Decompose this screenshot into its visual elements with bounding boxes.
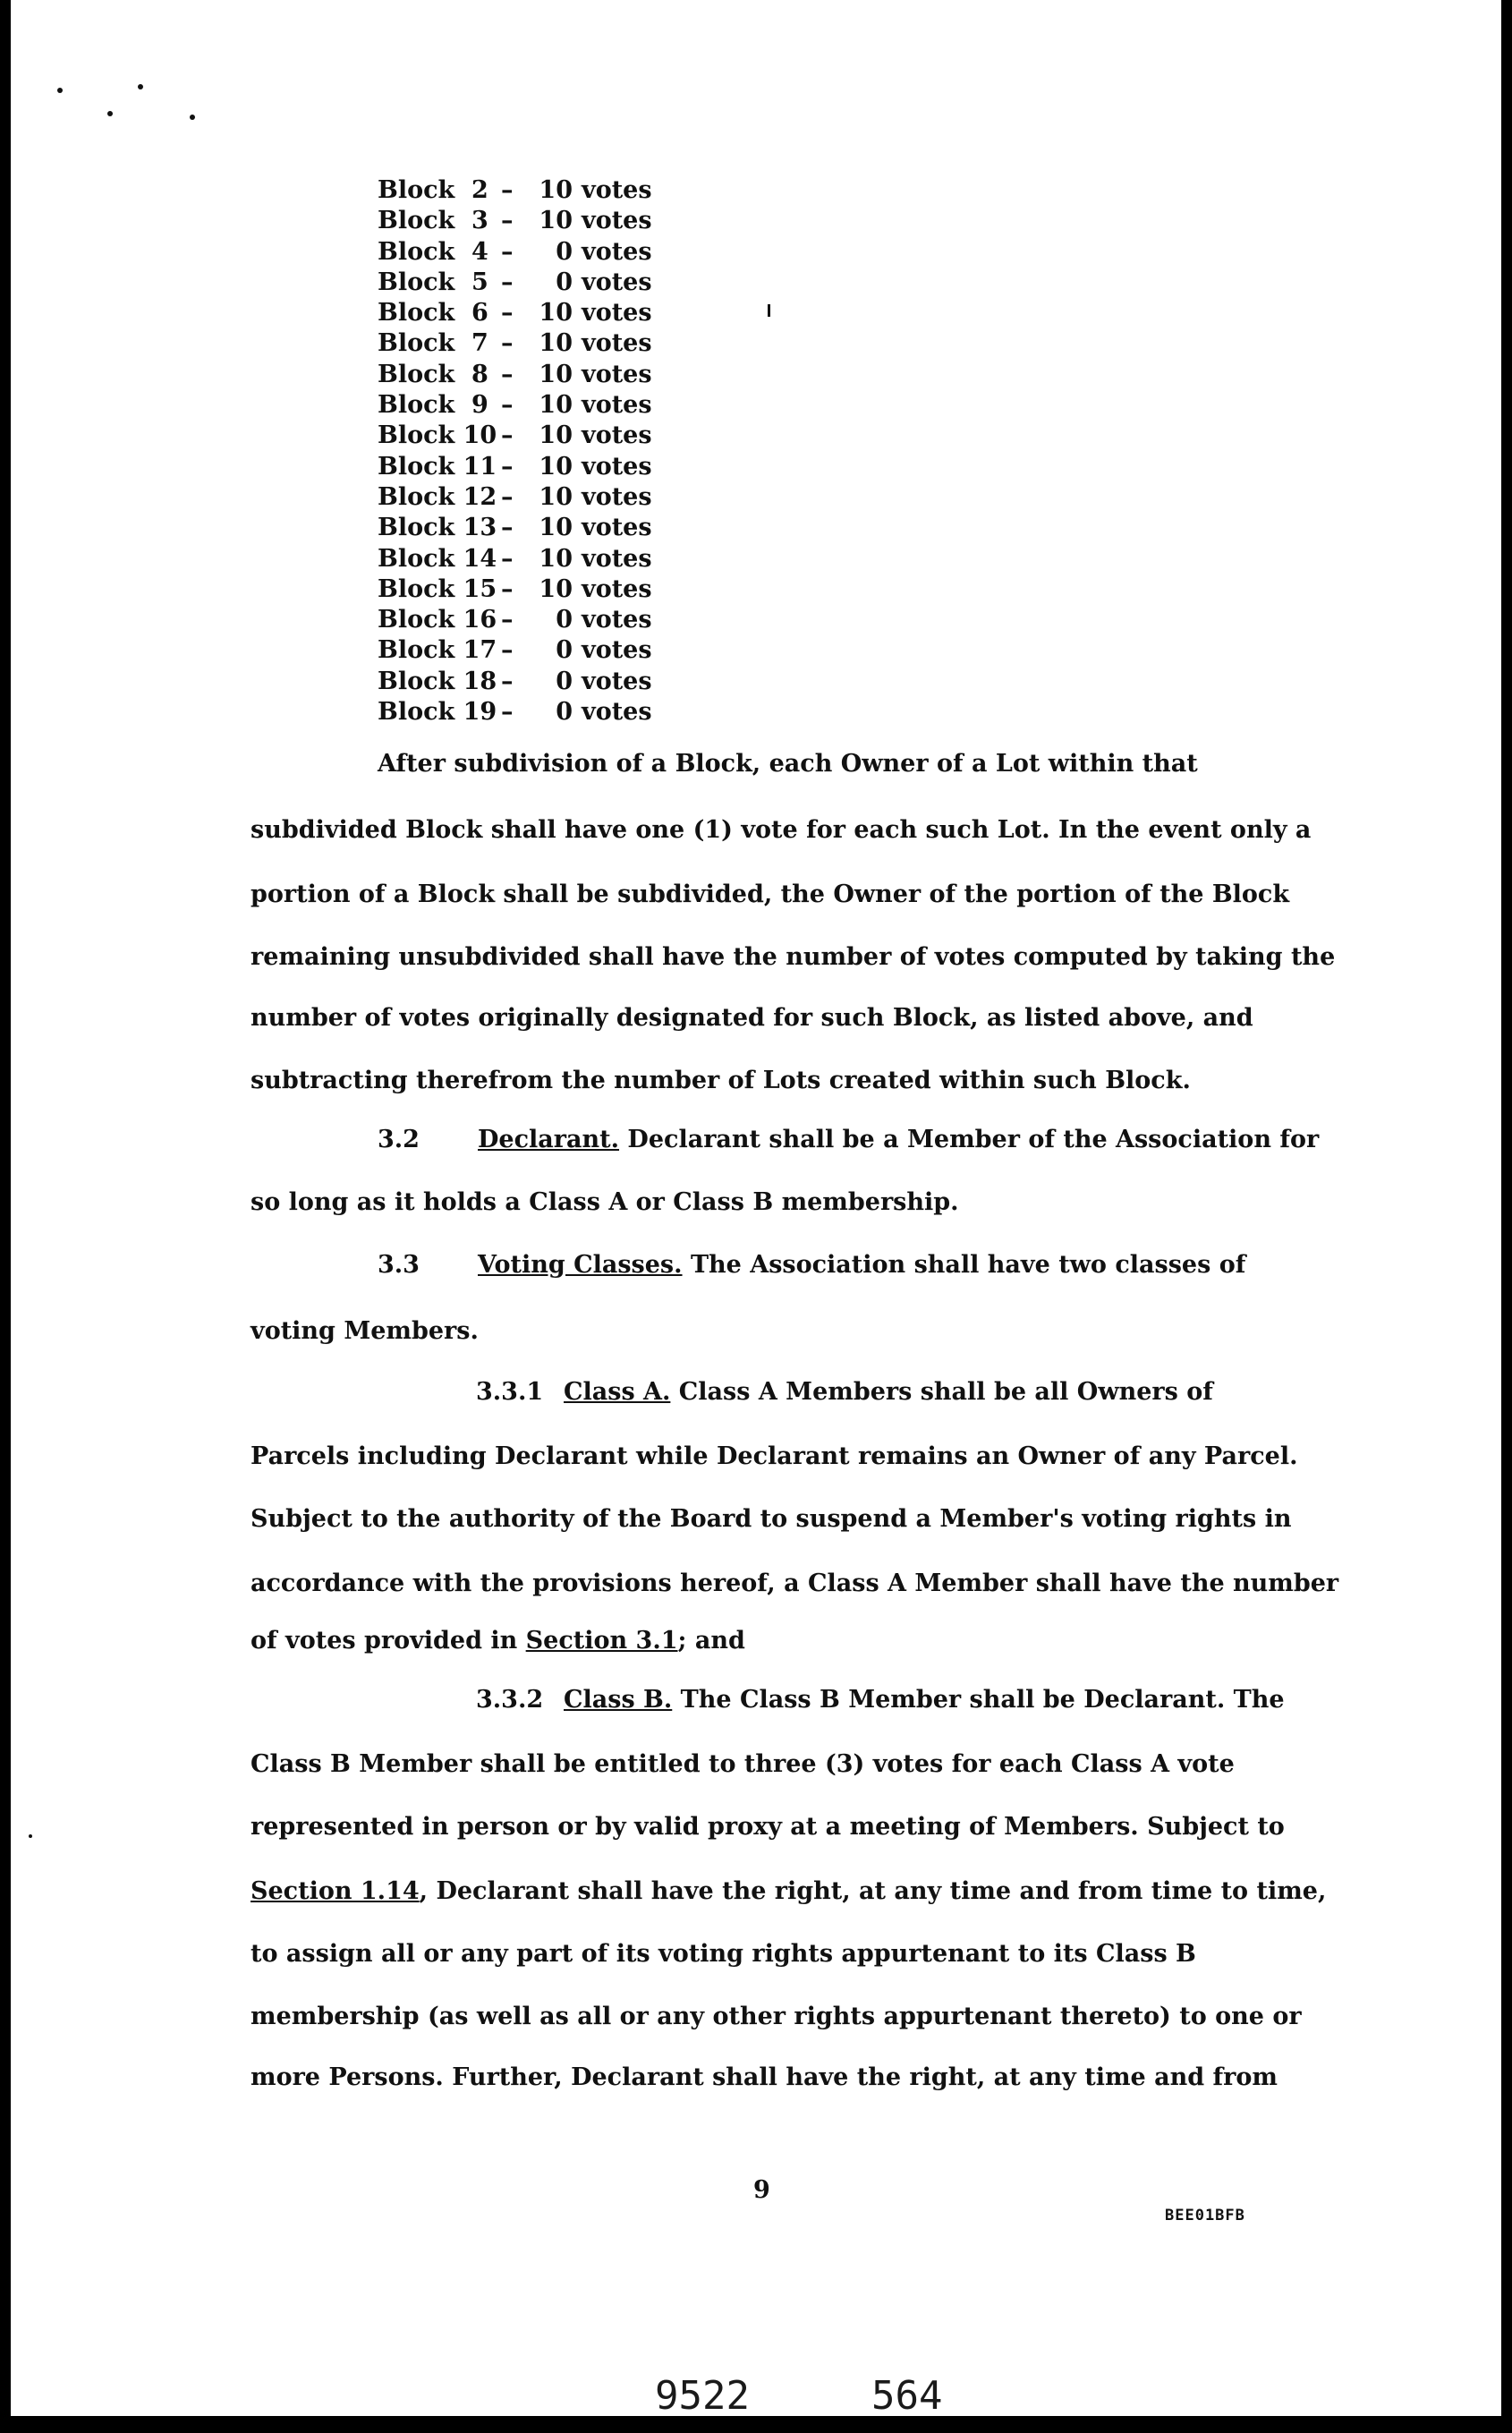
section-text: of votes provided in [251,1627,526,1655]
votes-label: votes [582,636,652,665]
section-text: The Class B Member shall be Declarant. The [672,1686,1285,1714]
votes-label: votes [582,329,652,358]
dash-separator: – [501,482,514,511]
block-name: Block 7 [378,329,488,358]
block-name: Block 6 [378,299,488,328]
section-reference-link[interactable]: Section 3.1 [525,1627,678,1655]
votes-label: votes [582,268,652,296]
votes-label: votes [582,299,652,328]
subdivision-line-6: subtracting therefrom the number of Lots created within such Block. [251,1067,1191,1094]
section-heading: Declarant. [478,1126,620,1153]
dash-separator: – [501,606,514,634]
block-vote-count: 10 [539,482,573,511]
subdivision-line-5: number of votes originally designated for such Block, as listed above, and [251,1004,1253,1032]
block-name: Block 18 [378,667,497,695]
section-number: 3.2 [378,1126,420,1153]
votes-label: votes [582,421,652,450]
votes-label: votes [582,391,652,420]
section-text: Class A Members shall be all Owners of [670,1378,1213,1406]
votes-label: votes [582,176,652,204]
dash-separator: – [501,667,514,695]
dash-separator: – [501,176,514,204]
block-vote-row [378,268,653,298]
block-vote-row [378,390,653,421]
votes-label: votes [582,482,652,511]
block-name: Block 11 [378,452,497,481]
section-3-2-line-1 [378,1124,1319,1156]
subdivision-line-3: portion of a Block shall be subdivided, the Owner of the portion of the Block [251,880,1290,908]
section-3-3-1-line-4: accordance with the provisions hereof, a Class A Member shall have the number [251,1570,1339,1597]
block-vote-count: 10 [539,452,573,481]
dash-separator: – [501,268,514,296]
section-3-3-1-line-2: Parcels including Declarant while Declarant remains an Owner of any Parcel. [251,1442,1298,1470]
block-vote-row [378,298,653,328]
block-name: Block 8 [378,360,488,388]
block-vote-count: 10 [539,421,573,450]
block-vote-row [378,237,653,268]
section-text: , Declarant shall have the right, at any time and from time to time, [419,1877,1327,1905]
dash-separator: – [501,698,514,727]
block-vote-row [378,605,653,635]
section-heading: Voting Classes. [478,1251,683,1279]
votes-label: votes [582,698,652,727]
document-page [11,0,1501,2416]
block-vote-count: 10 [539,329,573,358]
recording-stamp-left: 9522 [655,2373,750,2416]
block-vote-count: 10 [539,574,573,603]
stray-mark [768,304,770,317]
block-vote-count: 10 [539,207,573,235]
block-vote-count: 10 [539,514,573,542]
section-reference-link[interactable]: Section 1.14 [251,1877,420,1905]
block-vote-row [378,574,653,605]
section-3-3-2-line-5: to assign all or any part of its voting rights appurtenant to its Class B [251,1940,1196,1968]
subdivision-line-4: remaining unsubdivided shall have the number of votes computed by taking the [251,943,1336,971]
votes-label: votes [582,237,652,266]
dash-separator: – [501,360,514,388]
section-heading: Class A. [564,1378,671,1406]
section-3-3-2-line-3: represented in person or by valid proxy at a meeting of Members. Subject to [251,1813,1285,1841]
block-name: Block 3 [378,207,488,235]
section-3-3-2-line-6: membership (as well as all or any other rights appurtenant thereto) to one or [251,2003,1302,2030]
page-number: 9 [753,2176,770,2204]
block-vote-count: 10 [539,299,573,328]
block-vote-count: 0 [556,268,573,296]
block-vote-count: 10 [539,176,573,204]
block-vote-row [378,206,653,236]
block-name: Block 10 [378,421,497,450]
block-vote-row [378,513,653,543]
block-vote-count: 0 [556,667,573,695]
section-3-3-line-1 [378,1249,1245,1281]
block-vote-count: 10 [539,391,573,420]
subdivision-line-1: After subdivision of a Block, each Owner of a Lot within that [378,750,1198,778]
block-vote-row [378,544,653,574]
block-vote-count: 0 [556,636,573,665]
section-text: Declarant shall be a Member of the Association for [619,1126,1320,1153]
block-name: Block 13 [378,514,497,542]
dash-separator: – [501,237,514,266]
dash-separator: – [501,636,514,665]
section-3-3-2-line-2: Class B Member shall be entitled to three (3) votes for each Class A vote [251,1750,1235,1778]
section-number: 3.3 [378,1251,420,1279]
section-3-3-2-line-4 [251,1876,1326,1908]
votes-label: votes [582,360,652,388]
section-3-3-line-2: voting Members. [251,1317,479,1345]
votes-label: votes [582,574,652,603]
block-name: Block 15 [378,574,497,603]
section-3-3-1-line-3: Subject to the authority of the Board to suspend a Member's voting rights in [251,1505,1292,1533]
dash-separator: – [501,452,514,481]
dash-separator: – [501,299,514,328]
block-vote-count: 10 [539,544,573,573]
document-code: BEE01BFB [1165,2207,1245,2225]
section-text: The Association shall have two classes of [682,1251,1246,1279]
section-3-3-1-line-1 [476,1376,1213,1408]
dash-separator: – [501,574,514,603]
votes-label: votes [582,207,652,235]
section-3-3-2-line-7: more Persons. Further, Declarant shall have the right, at any time and from [251,2063,1278,2091]
dash-separator: – [501,391,514,420]
block-name: Block 12 [378,482,497,511]
scan-speck [29,1834,32,1838]
block-name: Block 14 [378,544,497,573]
block-vote-row [378,697,653,727]
block-vote-count: 0 [556,698,573,727]
scan-speck [107,111,113,116]
block-name: Block 19 [378,698,497,727]
block-vote-row [378,482,653,513]
section-text: ; and [677,1627,745,1655]
block-vote-row [378,421,653,451]
block-votes-list [378,175,653,727]
block-vote-row [378,635,653,666]
scan-speck [190,115,195,120]
votes-label: votes [582,606,652,634]
block-vote-row [378,667,653,697]
votes-label: votes [582,514,652,542]
block-vote-row [378,328,653,359]
block-vote-count: 0 [556,606,573,634]
scan-speck [138,84,143,89]
votes-label: votes [582,667,652,695]
section-number: 3.3.1 [476,1378,544,1406]
dash-separator: – [501,421,514,450]
block-vote-row [378,360,653,390]
block-name: Block 2 [378,176,488,204]
section-number: 3.3.2 [476,1686,544,1714]
section-3-3-2-line-1 [476,1684,1285,1716]
dash-separator: – [501,207,514,235]
section-3-3-1-line-5 [251,1625,745,1657]
block-name: Block 4 [378,237,488,266]
block-name: Block 17 [378,636,497,665]
scan-speck [57,88,63,93]
dash-separator: – [501,544,514,573]
votes-label: votes [582,544,652,573]
section-heading: Class B. [564,1686,673,1714]
block-vote-row [378,175,653,206]
block-vote-row [378,452,653,482]
recording-stamp-right: 564 [871,2373,943,2416]
block-name: Block 16 [378,606,497,634]
subdivision-line-2: subdivided Block shall have one (1) vote for each such Lot. In the event only a [251,816,1312,844]
block-vote-count: 10 [539,360,573,388]
block-vote-count: 0 [556,237,573,266]
section-3-2-line-2: so long as it holds a Class A or Class B membership. [251,1188,959,1216]
block-name: Block 5 [378,268,488,296]
votes-label: votes [582,452,652,481]
dash-separator: – [501,514,514,542]
dash-separator: – [501,329,514,358]
block-name: Block 9 [378,391,488,420]
